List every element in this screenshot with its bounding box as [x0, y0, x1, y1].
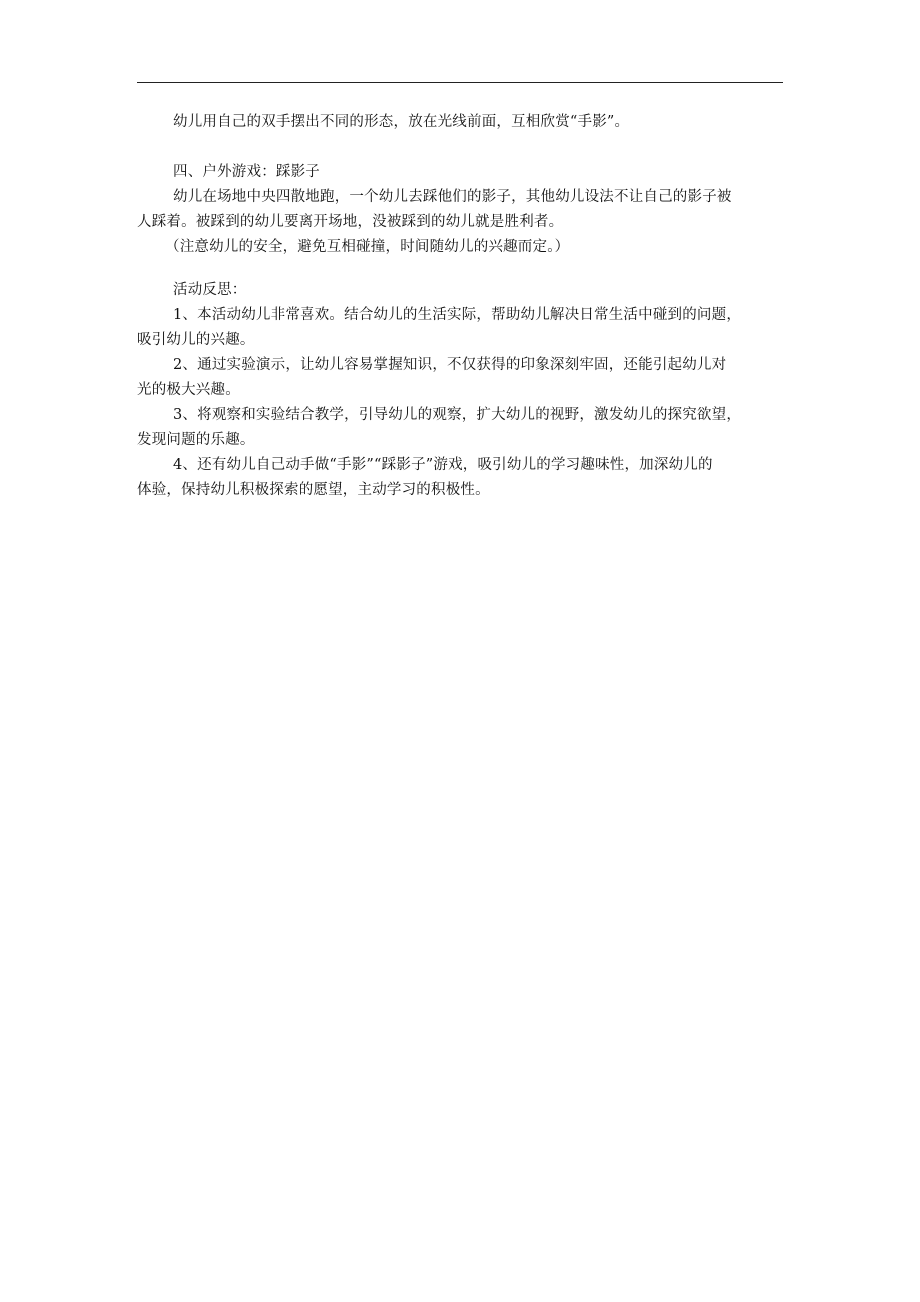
reflection-heading: 活动反思： [173, 282, 247, 298]
reflection-item-3-line-1: 3、将观察和实验结合教学，引导幼儿的观察，扩大幼儿的视野，激发幼儿的探究欲望， [173, 407, 742, 423]
safety-note: （注意幼儿的安全，避免互相碰撞，时间随幼儿的兴趣而定。） [165, 239, 570, 255]
paragraph-gap [137, 135, 787, 160]
reflection-item-2-line-2: 光的极大兴趣。 [137, 382, 240, 398]
reflection-item-1-line-2: 吸引幼儿的兴趣。 [137, 332, 255, 348]
document-body [137, 110, 787, 503]
reflection-item-2-line-1: 2、通过实验演示，让幼儿容易掌握知识，不仅获得的印象深刻牢固，还能引起幼儿对 [173, 357, 727, 373]
reflection-item-4-line-1: 4、还有幼儿自己动手做“手影”“踩影子”游戏，吸引幼儿的学习趣味性，加深幼儿的 [173, 457, 713, 473]
game-description-line-1: 幼儿在场地中央四散地跑，一个幼儿去踩他们的影子，其他幼儿设法不让自己的影子被 [173, 189, 732, 205]
header-rule [137, 82, 783, 83]
reflection-item-3-line-2: 发现问题的乐趣。 [137, 432, 255, 448]
reflection-item-4-line-2: 体验，保持幼儿积极探索的愿望，主动学习的积极性。 [137, 482, 490, 498]
paragraph-hand-shadow: 幼儿用自己的双手摆出不同的形态，放在光线前面，互相欣赏“手影”。 [173, 114, 630, 130]
reflection-item-1-line-1: 1、本活动幼儿非常喜欢。结合幼儿的生活实际，帮助幼儿解决日常生活中碰到的问题， [173, 307, 742, 323]
paragraph-gap [137, 260, 787, 278]
section-heading-outdoor-game: 四、户外游戏：踩影子 [173, 164, 320, 180]
game-description-line-2: 人踩着。被踩到的幼儿要离开场地，没被踩到的幼儿就是胜利者。 [137, 214, 564, 230]
